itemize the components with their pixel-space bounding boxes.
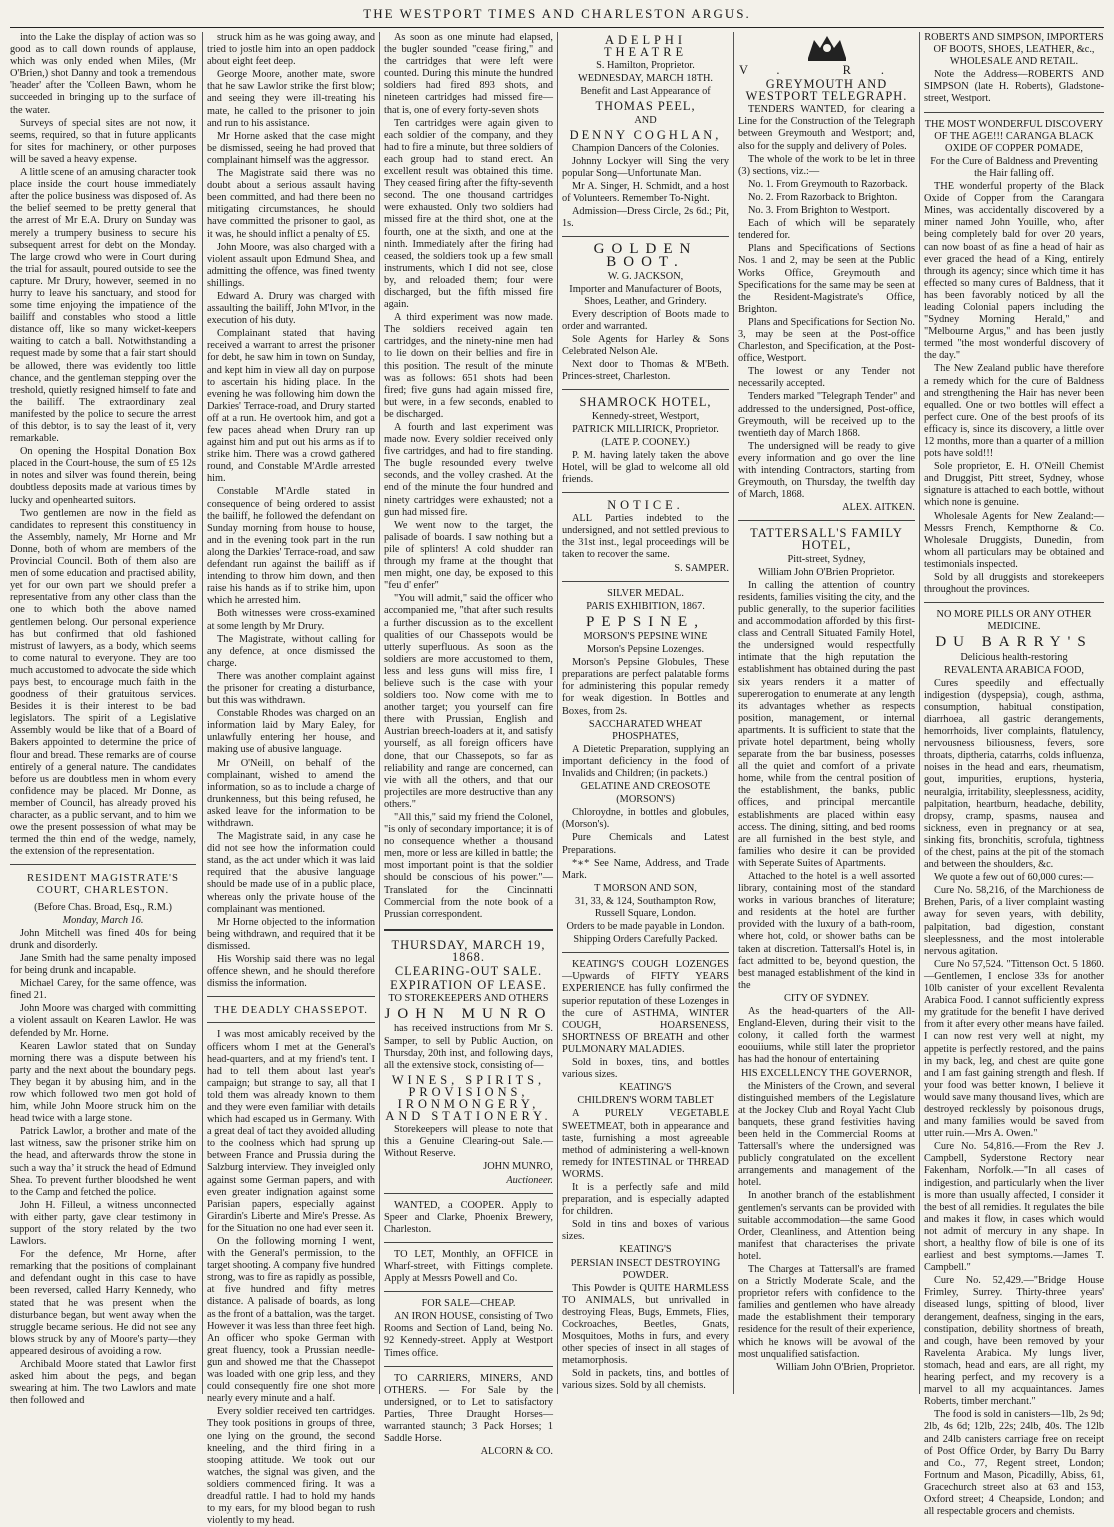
column-2 [207, 32, 375, 1527]
ad-text: KEATING'S [619, 1244, 672, 1256]
article-paragraph: A fourth and last experiment was made now. Every soldier received only five cartridges, and had to fire standing. The bugle resounded every twelve seconds, and the volley crashed. At the end of the minute the four hundred and ninety cartridges were exhausted; not a gun had missed fire. [384, 422, 553, 518]
theatre-name: ADELPHI THEATRE [603, 33, 688, 60]
chassepot-headline: THE DEADLY CHASSEPOT. [214, 1004, 368, 1017]
vr-monogram: V. R. [739, 63, 914, 77]
ad-text: Cure No 57,524. "Tittenson Oct. 5 1860.—Gentlemen, I enclose 33s for another 10lb canister of your excellent Revalenta Arabica Food. I cannot sufficiently express my gratitude for the benefit I have derived from it after every other means have failed. I can now rest very well at night, my appetite is perfectly restored, and the pains in my back, leg, and chest are quite gone and I am fast gaining strength and flesh. If your food was better known, I believe it would save many thousand lives, which are destroyed recklessly by poisonous drugs, and many families would be saved from utter ruin.—Mrs A. Owen." [924, 958, 1104, 1140]
theatre-date: WEDNESDAY, MARCH 18TH. [577, 73, 713, 85]
ad-text: In another branch of the establishment gentlemen's servants can be provided with suitable accommodation—the same Good Order, Cleanliness, and Attention being manifest that characterises the private hotel. [738, 1190, 915, 1262]
court-case: Michael Carey, for the same offence, was fined 21. [10, 978, 196, 1002]
court-case: John H. Filleul, a witness unconnected with either party, gave clear testimony in support of the story related by the two Lawlors. [10, 1199, 196, 1248]
ad-text: Orders to be made payable in London. [566, 921, 725, 933]
article-paragraph: John Moore, was also charged with a violent assault upon Edmund Shea, and admitting the offence, was fined twenty shillings. [207, 241, 375, 289]
ad-text: It is a perfectly safe and mild preparation, and is especially adapted for children. [562, 1181, 729, 1218]
article-paragraph: We went now to the target, the palisade of boards. I saw nothing but a pile of splinters! A cold shudder ran through my frame at the thought that men might, one day, be exposed to this "feu d' enfer" [384, 519, 553, 592]
article-paragraph: "You will admit," said the officer who accompanied me, "that after such results a further discussion as to the excellent qualities of our Chassepots would be utterly superfluous. As soon as the soldiers are more accustomed to them, less and less guns will miss fire, I believe such is the case with your soldiers too. Now come with me to another target; you yourself can fire there with Prussian, English and Austrian breech-loaders at it, and satisfy yourself, as all foreign officers have done, that our Chassepots, so far as reliability and range are concerned, can vie with all the others, and that our projectiles are more destructive than any others." [384, 593, 553, 810]
theatre-proprietor: S. Hamilton, Proprietor. [596, 60, 695, 72]
section-divider [384, 929, 553, 931]
ad-text: William John O'Brien Proprietor. [758, 566, 895, 578]
article-paragraph: Two gentlemen are now in the field as candidates to represent this constituency in the Assembly, namely, Mr Horne and Mr Donne, both of whom are members of the Provincial Council. Both of them also are men of some education and practised ability, yet for our own part we should prefer a representative from any other class than the one to which both the above named gentlemen belong. Our personal experience has but confirmed that old fashioned mistrust of lawyers, as a body, which seems to come natural to everyone. They are too much accustomed to advocate the side which pays best, to encourage much faith in the goodness of their gratuitous services. Besides it is their interest to be bad legislators. The spirit of a Legislative Assembly would be like that of a Board of Bakers appointed to determine the price of flour and bread. These remarks are of course entirely of a general nature. The candidates before us are doubtless men in whom every confidence may be placed. Mr Donne, as member of Council, has already proved his character, as a public servant, and to him we owe the present possession of what may be termed the thin end of the wedge, namely, the extension of the representation. [10, 507, 196, 858]
auctioneer-name: JOHN MUNRO [384, 1006, 553, 1023]
ad-signature: ALEX. AITKEN. [842, 502, 915, 514]
column-3 [384, 32, 553, 1458]
ad-text: A Dietetic Preparation, supplying an important deficiency in the food of Invalids and Children; (in packets.) [562, 743, 729, 779]
ad-text: The undersigned will be ready to give every information and go over the line with intending Contractors, starting from Greymouth, on Thursday, the twelfth day of March, 1868. [738, 440, 915, 501]
ad-text: REVALENTA ARABICA FOOD, [943, 664, 1084, 676]
ad-text: Sold in boxes, tins, and bottles various sizes. [562, 1057, 729, 1081]
article-paragraph: Surveys of special sites are not now, it seems, required, so that in future applicants for sites for machinery, or other purposes will be saved a heavy expense. [10, 117, 196, 165]
court-case: John Moore was charged with committing a violent assault on Kearen Lawlor. He was defended by Mr. Horne. [10, 1003, 196, 1039]
article-paragraph: George Moore, another mate, swore that he saw Lawlor strike the first blow; and seeing they were ill-treating his mate, he called to the prisoner to join and run to his assistance. [207, 69, 375, 129]
court-case: John Mitchell was fined 40s for being drunk and disorderly. [10, 927, 196, 951]
ad-text: PATRICK MILLIRICK, Proprietor. [572, 423, 719, 435]
ad-text: Morson's Pepsine Globules, These preparations are perfect palatable forms for administering this popular remedy for weak digestion. In Bottles and Boxes, from 2s. [562, 657, 729, 717]
article-paragraph: On opening the Hospital Donation Box placed in the Court-house, the sum of £5 12s in notes and silver was found therein, being doubtless deposits made at various times by lucky and openhearted suitors. [10, 446, 196, 506]
ad-text: Cure No. 52,429.—"Bridge House Frimley, Surrey. Thirty-three years' diseased lungs, spitting of blood, liver derangement, deafness, singing in the ears, constipation, debility shortness of breath, and cough, have been removed by your Ravelenta Arabica. My lungs liver, stomach, head and ears, are all right, my hearing perfect, and my recovery is a marvel to all my acquaintances. James Roberts, timber merchant." [924, 1275, 1104, 1408]
section-divider [562, 236, 729, 237]
ad-text: A PURELY VEGETABLE SWEETMEAT, both in appearance and taste, furnishing a most agreeable method of administering a well-known remedy for INTESTINAL or THREAD WORMS. [562, 1108, 729, 1180]
article-paragraph: "All this," said my friend the Colonel, "is only of secondary importance; it is of no consequence whether a thousand men, more or less are killed in battle; the most important point is that the soldier should be conscious of his power."—Translated for the Cincinnatti Commercial from the note book of a Prussian correspondent. [384, 812, 553, 920]
ad-text: MORSON'S PEPSINE WINE [583, 630, 708, 642]
column-5 [738, 32, 915, 1394]
ad-signature-role: Auctioneer. [506, 1174, 553, 1186]
ad-text: As the head-quarters of the All-England-Eleven, during their visit to the colony, it called forth the warmest eoouiiums, while still later the proprietor has had the honour of entertaining [738, 1006, 915, 1066]
ad-text: W. G. JACKSON, [607, 270, 684, 282]
article-paragraph: struck him as he was going away, and tried to jostle him into an open paddock about eight feet deep. [207, 32, 375, 68]
ad-text: T MORSON AND SON, [594, 882, 697, 894]
ad-text: No. 1. From Greymouth to Razorback. [748, 178, 908, 190]
article-paragraph: A little scene of an amusing character took place inside the court house immediately after the police business was disposed of. As the belief seemed to be pretty general that the arrest of Mr E.A. Drury on Sunday was merely a trumpery business to secure his subsequent arrest for debt on the Monday. The large crowd who were in Court during the trial for assault, poured outside to see the capture. Mr Drury, however, seemed in no hurry to leave his sanctuary, and stood for some time enjoying the impatience of the bailiff and constables who stood a little distance off, like so many wicket-keepers waiting to catch a ball. Notwithstanding a request made by some that a fair start should be allowed, there was evidently too little chance, and the gentleman stepping over the treshold, quietly resigned himself to fate and the bailiff. The extraordinary zeal manifested by the police to secure the arrest of this debtor, is to say the least of it, very remarkable. [10, 167, 196, 445]
sale-title: CLEARING-OUT SALE. [394, 964, 543, 979]
wanted-ad: WANTED, a COOPER. Apply to Speer and Clarke, Phoenix Brewery, Charleston. [384, 1199, 553, 1235]
telegraph-heading: GREYMOUTH AND WESTPORT TELEGRAPH. [745, 77, 908, 104]
article-paragraph: Both witnesses were cross-examined at some length by Mr Drury. [207, 608, 375, 632]
ad-text: SILVER MEDAL. [607, 587, 684, 599]
ad-text: Sole proprietor, E. H. O'Neill Chemist and Druggist, Pitt street, Sydney, whose signature is attached to each bottle, without which none is genuine. [924, 461, 1104, 509]
carriers-ad: TO CARRIERS, MINERS, AND OTHERS. — For Sale by the undersigned, or to Let to satisfactory Parties, Three Draught Horses—warranted staunch; 3 Pack Horses; 1 Saddle Horse. [384, 1372, 553, 1445]
ad-text: For the Cure of Baldness and Preventing the Hair falling off. [930, 155, 1098, 179]
column-6 [924, 32, 1104, 1518]
article-paragraph: I was most amicably received by the officers whom I met at the General's head-quarters, and at my friend's tent. I had to tell them about last year's campaign; but strange to say, all that I told them was already known to them and they were even familiar with details which had escaped us in Germany. With a great deal of tact they avoided alluding to the coolness which had sprung up between France and Prussia during the Salzburg interview. They inveigled only against some German papers, and with even greater indignation against some Parisian papers, especially against Girardin's Liberte and Mire's Presse. As for the Situation no one had ever seen it. [207, 1029, 375, 1234]
ad-text: Next door to Thomas & M'Beth. Princes-street, Charleston. [562, 359, 729, 383]
notice-heading: NOTICE. [607, 498, 684, 513]
article-paragraph: Mr Horne asked that the case might be dismissed, seeing he had proved that complainant himself was the aggressor. [207, 130, 375, 166]
ad-signature: S. SAMPER. [674, 562, 729, 574]
court-case: For the defence, Mr Horne, after remarking that the positions of complainant and defendant ought in this case to have been reversed, called Harry Kennedy, who stated that he was present when the disturbance began, but went away when the struggle became serious. He did not see any blows struck by any of Moore's party—they appeared desirous of avoiding a row. [10, 1249, 196, 1357]
ad-text: 31, 33, & 124, Southampton Row, Russell Square, London. [575, 895, 716, 919]
section-divider [384, 1291, 553, 1292]
section-divider [10, 864, 196, 865]
sale-subtitle: EXPIRATION OF LEASE. [390, 978, 547, 993]
ad-text: Pure Chemicals and Latest Preparations. [562, 832, 729, 856]
ad-text: Shipping Orders Carefully Packed. [573, 934, 718, 946]
ad-text: The food is sold in canisters—1lb, 2s 9d; 2lb, 4s 6d; 12lb, 22s; 24lb, 40s. The 12lb and 24lb canisters carriage free on receipt of Post Office Order, by Barry Du Barry and Co., 77, Regent street, London; Fortnum and Mason, Picadilly, Abiss, 61, Gracechurch street also at 63 and 153, Oxford street; 4 Cheapside, London; and all respectable grocers and chemists. [924, 1409, 1104, 1518]
ad-text: In calling the attention of country residents, families visiting the city, and the public generally, to the superior facilities and accommodation afforded by this first-class and Centrall Situated Family Hotel, the undersigned would respectfully intimate that the high reputation the establishment has obtained during the past six years renders it a matter of supererogation to enumerate at any length its advantages whether as respects position, management, or internal apartments. It is sufficient to state that the private hotel department, being wholly separate from the bar business, posesses all the quiet and comfort of a private home, while from the central position of the establishment, the banks, public offices, and principal mercantile establishments are placed within easy access. The dining, sitting, and bed rooms are all furnished in the best style, and families who desire it can be provided with Seperate Suites of Apartments. [738, 579, 915, 869]
ad-text: No. 2. From Razorback to Brighton. [748, 191, 898, 203]
section-divider [384, 1193, 553, 1194]
court-case: Archibald Moore stated that Lawlor first asked him about the pegs, and began swearing at him. The two Lawlors and mate then followed and [10, 1359, 196, 1407]
roberts-simpson-heading: ROBERTS AND SIMPSON, IMPORTERS OF BOOTS, SHOES, LEATHER, &c., WHOLESALE AND RETAIL. [924, 32, 1104, 68]
ad-text: THE wonderful property of the Black Oxide of Copper from the Carangara Mines, was accidentally discovered by a miner named John Youille, who, after being completely bald for over 20 years, can now boast of as fine a head of hair as ever graced the head of a King, entirely through its agency; since which time it has effected so many cures of Baldness, that it has been favorably noticed by all the leading Colonial papers including the "Sydney Morning Herald," and "Melbourne Argus," and has been justly termed "the most wonderful discovery of the day." [924, 181, 1104, 362]
ad-text: The New Zealand public have therefore a remedy which for the cure of Baldness and strengthening the Hair has never been equalled. One or two bottles will effect a perfect cure. One of the best proofs of its efficacy is, since its discovery, a little over 12 months, more than a quarter of a million pots have sold!!! [924, 363, 1104, 460]
ad-text: *∗* See Name, Address, and Trade Mark. [562, 857, 729, 881]
article-paragraph: Mr O'Neill, on behalf of the complainant, wished to amend the information, so as to include a charge of drunkenness, but this being refused, he asked leave for the information to be withdrawn. [207, 757, 375, 829]
court-case: Patrick Lawlor, a brother and mate of the last witness, saw the prisoner strike him on the head, and afterwards throw the stone in such a way tha’ it struck the head of Edmund Shea. To prevent further bloodshed he went to the Camp and fetched the police. [10, 1126, 196, 1198]
ad-signature: JOHN MUNRO, [483, 1161, 553, 1173]
ad-text: (MORSON'S) [616, 794, 675, 806]
article-paragraph: Constable Rhodes was charged on an information laid by Mary Ealey, for unlawfully entering her house, and making use of abusive language. [207, 708, 375, 756]
sale-audience: TO STOREKEEPERS AND OTHERS [388, 993, 549, 1005]
court-date: Monday, March 16. [62, 914, 144, 926]
ad-text: GELATINE AND CREOSOTE [580, 781, 711, 793]
article-paragraph: into the Lake the display of action was so good as to call down rounds of applause, which was only ended when Miles, (Mr O'Brien,) shot Danny and took a tremendous 'header' after the 'Colleen Bawn, whom he succeeded in bringing up to the surface of the water. [10, 32, 196, 116]
article-paragraph: Constable M'Ardle stated in consequence of being ordered to assist the bailiff, he followed the defendant on Sunday morning from house to house, and in the evening took part in the run along the Darkies' Terrace-road, and saw defendant run against the bailiff as if intending to throw him down, and then raise his hands as if to strike him, upon which he arrested him. [207, 486, 375, 607]
article-paragraph: Edward A. Drury was charged with assaulting the bailiff, John M'Ivor, in the execution of his duty. [207, 290, 375, 327]
article-paragraph: The Magistrate said there was no doubt about a serious assault having been committed, and had there been no mitigating circumstances, he should have committed the prisoner to gaol, as it was, he should inflict a penalty of £5. [207, 168, 375, 240]
column-rule [379, 32, 380, 1394]
ad-text: The whole of the work to be let in three (3) sections, viz.:— [738, 153, 915, 177]
masthead-rule [10, 27, 1104, 28]
article-paragraph: The Magistrate said, in any case he did not see how the information could stand, as the act under which it was laid required that the abusive language should be made use of in a public place, whereas only the private house of the complainant was mentioned. [207, 831, 375, 915]
column-rule [557, 32, 558, 1394]
ad-text: Cure No. 58,216, of the Marchioness de Brehen, Paris, of a liver complaint wasting away for seven years, with debility, palpitation, bad digestion, constant sleeplessness, and the most intolerable nervous agitation. [924, 885, 1104, 957]
court-case: Jane Smith had the same penalty imposed for being drunk and incapable. [10, 952, 196, 977]
article-paragraph: On the following morning I went, with the General's permission, to the target shooting. A company five hundred strong, was to fire as rapidly as possible, at five hundred and fifty metres distance. A palisade of boards, as long as the front of a battalion, was the target. However it was less than three feet high. An officer who spoke German with great fluency, took a Prussian needle-gun and showed me that the Chassepot was loaded with one grip less, and they could consequently fire one shot more nearly every minute and a half. [207, 1236, 375, 1405]
ad-text: Importer and Manufacturer of Boots, Shoes, Leather, and Grindery. [569, 283, 722, 307]
column-rule [202, 32, 203, 1394]
ad-text: ALL Parties indebted to the undersigned, and not settled previous to the 31st inst., legal proceedings will be taken to recover the same. [562, 513, 729, 561]
ad-text: Admission—Dress Circle, 2s 6d.; Pit, 1s. [562, 206, 729, 230]
ad-text: (LATE P. COONEY.) [601, 436, 690, 448]
article-paragraph: Complainant stated that having received a warrant to arrest the prisoner for debt, he saw him in town on Sunday, and kept him in view all day on purpose to ascertain his hiding place. In the evening he was following him down the Darkies' Terrace-road, and Drury started off at a run. He overtook him, and got a few paces ahead when Drury ran up against him and put out his arms as if to strike him. There was a crowd gathered round, and Constable M'Ardle arrested him. [207, 328, 375, 485]
court-magistrate: (Before Chas. Broad, Esq., R.M.) [34, 901, 172, 913]
article-paragraph: A third experiment was now made. The soldiers received again ten cartridges, and the ninety-nine men had to lie down on their bellies and fire in this position. The result of the minute was as follows: 651 shots had been fired; five guns had again missed fire, but were, in a few seconds, enabled to be discharged. [384, 312, 553, 420]
ad-text: P. M. having lately taken the above Hotel, will be glad to welcome all old friends. [562, 449, 729, 485]
performer-name: DENNY COGHLAN, [569, 127, 722, 142]
no-more-pills-heading: NO MORE PILLS OR ANY OTHER MEDICINE. [936, 609, 1092, 633]
ad-text: Mr A. Singer, H. Schmidt, and a host of Volunteers. Remember To-Night. [562, 181, 729, 205]
column-rule [919, 32, 920, 1394]
section-divider [384, 1242, 553, 1243]
ad-text: CITY OF SYDNEY. [784, 992, 869, 1004]
ad-text: Plans and Specifications for Section No. 3, may be seen at the Post-office Charleston, and Specification, at the Post-office, Westport. [738, 316, 915, 365]
ad-text: Attached to the hotel is a well assorted library, containing most of the standard works in various branches of literature; and residents at the hotel are further provided with the luxury of a bath-room, where hot, cold, or shower baths can be taken at discretion. Tattersall's Hotel is, in fact admitted to be, beyond question, the best managed establishment of the kind in the [738, 871, 915, 991]
column-4 [562, 32, 729, 1394]
article-paragraph: Ten cartridges were again given to each soldier of the company, and they had to fire a minute, but three soldiers of each group had to stand erect. An excellent result was obtained this time. They ceased firing after the fifty-seventh second. The one thousand cartridges were exhausted. Only two soldiers had missed fire at the third shot, one at the fourth, one at the sixth, and one at the ninth. Immediately after the firing had ceased, the soldiers took up a few small instruments, which I did not see, close by, and reloaded them; four were discharged, but the fifth missed fire again. [384, 117, 553, 311]
ad-text: Johnny Lockyer will Sing the very popular Song—Unfortunate Man. [562, 155, 729, 179]
section-divider [562, 581, 729, 582]
ad-text: The Charges at Tattersall's are framed on a Strictly Moderate Scale, and the proprietor refers with confidence to the families and gentlemen who have already made the establishment their temporary residence for the result of their experience, which he knows will be avowal of the most unqualified satisfaction. [738, 1264, 915, 1360]
ad-text: KEATING'S [619, 1082, 672, 1094]
ad-signature: William John O'Brien, Proprietor. [775, 1361, 915, 1373]
section-divider [924, 602, 1104, 603]
ad-text: Morson's Pepsine Lozenges. [586, 644, 705, 656]
ad-text: This Powder is QUITE HARMLESS TO ANIMALS, but unrivalled in destroying Fleas, Bugs, Emmets, Flies, Cockroaches, Beetles, Gnats, Mosquitoes, Moths in furs, and every other species of insect in all stages of metamorphosis. [562, 1282, 729, 1367]
ad-text: PERSIAN INSECT DESTROYING POWDER. [570, 1257, 721, 1281]
ad-text: the Ministers of the Crown, and several distinguished members of the Legislature at the Jockey Club and Royal Yacht Club banquets, these grand festivities having been held in the Commercial Rooms at Tattersall's where the undersigned was publicly congratulated on the excellent arrangements and management of the hotel. [738, 1080, 915, 1189]
ad-text: AND [634, 114, 657, 126]
section-divider [207, 996, 375, 997]
court-case: Kearen Lawlor stated that on Sunday morning there was a dispute between his party and the next about the boundary pegs. They began it by abusing him, and in the row which followed two men got hold of him, while John Moore struck him on the head twice with a large stone. [10, 1040, 196, 1125]
royal-crest-icon [804, 34, 850, 62]
court-report-headline: RESIDENT MAGISTRATE'S COURT, CHARLESTON. [26, 872, 180, 897]
pepsine-heading: PEPSINE, [586, 613, 705, 630]
ad-text: We quote a few out of 60,000 cures:— [934, 872, 1094, 884]
article-paragraph: As soon as one minute had elapsed, the bugler sounded "cease firing," and the cartridges that were left were counted. During this minute the hundred soldiers had fired 893 shots, and nineteen cartridges had missed fire—that is, one of every forty-seven shots [384, 32, 553, 116]
ad-text: Wholesale Agents for New Zealand:—Messrs French, Kempthorne & Co. Wholesale Druggists, Dunedin, from whom all particulars may be obtained and testimonials inspected. [924, 510, 1104, 570]
performer-name: THOMAS PEEL, [595, 99, 696, 114]
ad-text: Sold in tins and boxes of various sizes. [562, 1219, 729, 1243]
for-sale-heading: FOR SALE—CHEAP. [421, 1298, 516, 1310]
ad-text: Chloroydne, in bottles and globules, (Morson's). [562, 807, 729, 831]
article-paragraph: There was another complaint against the prisoner for creating a disturbance, but this was withdrawn. [207, 670, 375, 707]
sale-items: WINES, SPIRITS, PROVISIONS, IRONMONGERY, AND STATIONERY. [385, 1072, 552, 1124]
golden-boot-heading: GOLDEN BOOT. [593, 241, 698, 270]
du-barry-heading: DU BARRY'S [935, 634, 1093, 651]
ad-text: Delicious health-restoring [960, 651, 1068, 663]
to-let-ad: TO LET, Monthly, an OFFICE in Wharf-street, with Fittings complete. Apply at Messrs Powell and Co. [384, 1248, 553, 1285]
ad-text: Champion Dancers of the Colonies. [571, 142, 720, 154]
ad-text: TENDERS WANTED, for clearing a Line for the Construction of the Telegraph between Greymouth and Westport; and, also for the supply and delivery of Poles. [738, 104, 915, 152]
ad-text: Storekeepers will please to note that this a Genuine Clearing-out Sale.—Without Reserve. [384, 1124, 553, 1160]
ad-text: Cure No. 54,816.—From the Rev J. Campbell, Syderstone Rectory near Fakenham, Norfolk.—"In all cases of indigestion, and particularly when the liver is more than usually affected, I consider it the best of all remidies. It regulates the bile and makes it flow, in cases which would not admit of mercury in any shape. In short, a healthy flow of bile is one of its earliest and best symptoms.—James T. Campbell." [924, 1141, 1104, 1274]
ad-text: Every description of Boots made to order and warranted. [562, 308, 729, 332]
pomade-heading: THE MOST WONDERFUL DISCOVERY OF THE AGE!!! CARANGA BLACK OXIDE OF COPPER POMADE, [924, 118, 1104, 154]
ad-text: SACCHARATED WHEAT PHOSPHATES, [588, 718, 703, 742]
ad-text: Benefit and Last Appearance of [580, 86, 711, 98]
section-divider [924, 112, 1104, 113]
section-divider [562, 389, 729, 390]
ad-text: KEATING'S COUGH LOZENGES —Upwards of FIFTY YEARS EXPERIENCE has fully confirmed the superior reputation of these Lozenges in the cure of ASTHMA, WINTER COUGH, HOARSENESS, SHORTNESS OF BREATH and other PULMONARY MALADIES. [562, 959, 729, 1055]
article-paragraph: His Worship said there was no legal offence shewn, and he should therefore dismiss the information. [207, 954, 375, 990]
section-divider [384, 1366, 553, 1367]
article-paragraph: Mr Horne objected to the information being withdrawn, and required that it be dismissed. [207, 916, 375, 952]
ad-text: PARIS EXHIBITION, 1867. [586, 600, 705, 612]
ad-text: Tenders marked "Telegraph Tender" and addressed to the undersigned, Post-office, Greymouth, will be received up to the twentieth day of March 1868. [738, 391, 915, 439]
section-divider [562, 492, 729, 493]
masthead: THE WESTPORT TIMES AND CHARLESTON ARGUS. [363, 6, 751, 21]
ad-text: Note the Address—ROBERTS AND SIMPSON (late H. Roberts), Gladstone-street, Westport. [924, 69, 1104, 105]
ad-text: Kennedy-street, Westport, [591, 410, 700, 422]
ad-signature: ALCORN & CO. [480, 1446, 553, 1458]
ad-text: Sold in packets, tins, and bottles of various sizes. Sold by all chemists. [562, 1368, 729, 1392]
ad-text: has received instructions from Mr S. Samper, to sell by Public Auction, on Thursday, 20th inst, and following days, all the extensive stock, consisting of— [384, 1023, 553, 1071]
shamrock-hotel-heading: SHAMROCK HOTEL, [579, 395, 712, 410]
ad-text: CHILDREN'S WORM TABLET [577, 1095, 714, 1107]
ad-text: Sold by all druggists and storekeepers throughout the provinces. [924, 572, 1104, 596]
section-divider [207, 1022, 375, 1023]
ad-text: Each of which will be separately tendered for. [738, 218, 915, 242]
for-sale-ad: AN IRON HOUSE, consisting of Two Rooms and Section of Land, being No. 92 Kennedy-street. Apply at Westport Times office. [384, 1311, 553, 1359]
tattersalls-heading: TATTERSALL'S FAMILY HOTEL, [750, 526, 903, 553]
ad-text: The lowest or any Tender not necessarily accepted. [738, 366, 915, 390]
article-paragraph: The Magistrate, without calling for any defence, at once dismissed the charge. [207, 633, 375, 669]
section-divider [738, 520, 915, 521]
ad-text: No. 3. From Brighton to Westport. [748, 205, 890, 217]
sale-date: THURSDAY, MARCH 19, 1868. [391, 937, 546, 964]
ad-text: Pitt-street, Sydney, [787, 553, 866, 565]
ad-text: Plans and Specifications of Sections Nos. 1 and 2, may be seen at the Public Works Office, Greymouth and Specifications for the same may be seen at the Resident-Magistrate's Office, Brighton. [738, 243, 915, 315]
column-rule [733, 32, 734, 1394]
ad-text: HIS EXCELLENCY THE GOVERNOR, [740, 1067, 913, 1079]
ad-text: Sole Agents for Harley & Sons Celebrated Nelson Ale. [562, 334, 729, 358]
article-paragraph: Every soldier received ten cartridges. They took positions in groups of three, one lying on the ground, the second kneeling, and the third firing in a stooping attitude. We took out our watches, the signal was given, and the soldiers commenced firing. It was a dreadful rattle. I had to hold my hands to my ears, for my blood began to rush violently to my head. [207, 1406, 375, 1527]
column-1 [10, 32, 196, 1407]
section-divider [562, 952, 729, 953]
ad-text: Cures speedily and effectually indigestion (dyspepsia), cough, asthma, consumption, habitual constipation, diarrhoea, all gastric derangements, hemorrhoids, liver complaints, flatulency, nervousness biliousness, fevers, sore throats, diptheria, catarrhs, colds influenza, noises in the head and ears, rheumatism, gout, impurities, eruptions, hysteria, neuralgia, irritability, sleeplessness, acidity, palpitation, heartburn, headache, debility, dropsy, cramp, spasms, nausea and sickness, even in pregnancy or at sea, sinking fits, bronchitis, scrofula, tightness of the chest, pains at the pit of the stomach and between the shoulders, &c. [924, 677, 1104, 871]
